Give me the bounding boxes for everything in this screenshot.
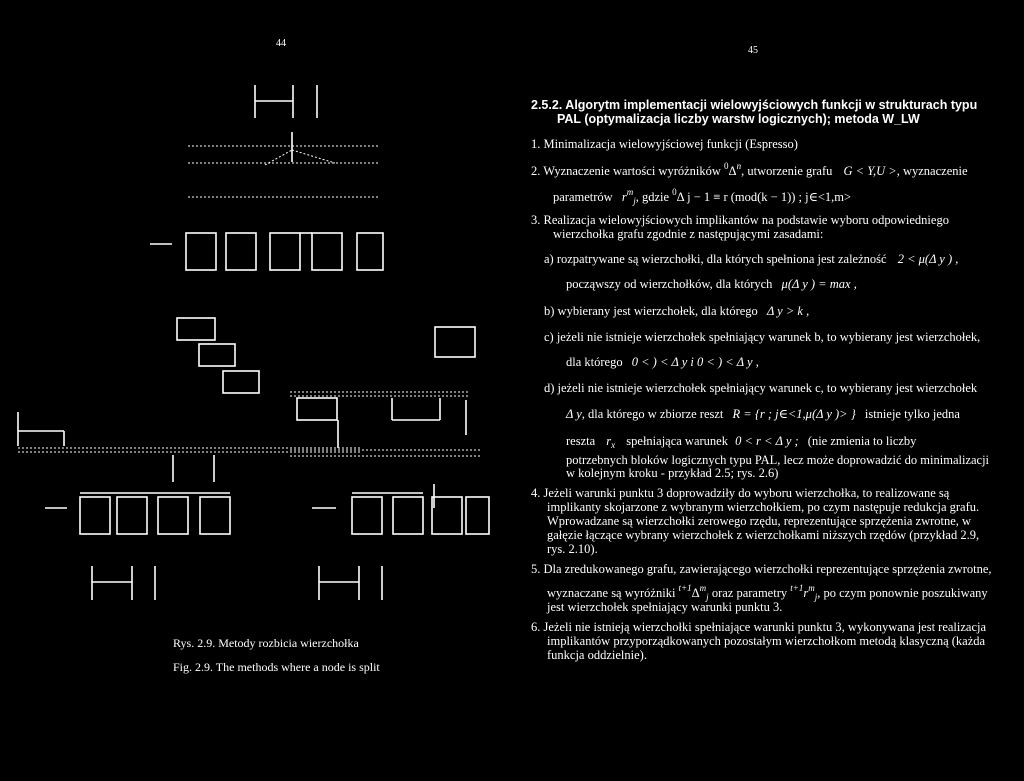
- rule-d-line4: potrzebnych bloków logicznych typu PAL, lecz może doprowadzić do minimalizacji: [566, 453, 990, 467]
- diagram-bottom-right-blocks: [312, 493, 489, 534]
- rule-a-line1: [544, 252, 958, 267]
- step-5-line3: jest wierzchołek spełniający warunki punktu 3.: [547, 600, 783, 614]
- step-5-text-a: wyznaczane są wyróżniki: [547, 586, 676, 600]
- step-5-text-b: oraz parametry: [711, 586, 788, 600]
- rule-c-text-2: dla którego: [566, 355, 623, 369]
- left-page-number: 44: [276, 38, 286, 49]
- diagram-top-graph: [188, 85, 378, 197]
- where-expression: Δ j − 1 ≡ r (mod(k − 1)) ; j∈<1,m>: [676, 190, 852, 204]
- rule-d-line3: reszta $r_x$ spełniająca warunek 0 < r < Δ y ; (nie zmienia to liczby: [566, 434, 917, 450]
- rule-d-text-5: (nie zmienia to liczby: [807, 434, 917, 448]
- step-1: 1. Minimalizacja wielowyjściowej funkcji (Espresso): [531, 137, 798, 151]
- diagram-middle-left: [18, 318, 360, 482]
- step-6-line3: funkcja oddzielnie).: [547, 648, 647, 662]
- r-j-m-symbol: r: [621, 190, 627, 204]
- section-title-line2: PAL (optymalizacja liczby warstw logicznych); metoda W_LW: [557, 112, 920, 126]
- step-6-line2: implikantów przyporządkowanych pozostałym wierzchołkom metodą klasyczną (każda: [547, 634, 986, 648]
- step-6-line1: 6. Jeżeli nie istnieją wierzchołki spełniające warunki punktu 3, wykonywana jest realizacja: [531, 620, 987, 634]
- step-4-line1: 4. Jeżeli warunki punktu 3 doprowadziły do wyboru wierzchołka, to realizowane są: [531, 486, 950, 500]
- step-5-line1: 5. Dla zredukowanego grafu, zawierającego wierzchołki reprezentujące sprzężenia zwrotne,: [531, 562, 992, 576]
- step-3-line2: wierzchołka grafu zgodnie z następującymi zasadami:: [553, 227, 824, 241]
- step-5-r: r: [803, 586, 809, 600]
- step-2-text-d: parametrów: [553, 190, 613, 204]
- section-number: 2.5.2.: [531, 98, 563, 112]
- rule-d-inequality: 0 < r < Δ y ;: [735, 434, 799, 448]
- rule-a-condition-2: μ(Δ y ) = max ,: [781, 277, 857, 291]
- diagram-bottom-graphs: [92, 566, 382, 600]
- graph-symbol: G < Y,U >: [843, 164, 897, 178]
- rule-d-line1: d) jeżeli nie istnieje wierzchołek spełniający warunek c, to wybierany jest wierzchołek: [544, 381, 978, 395]
- rule-b: [544, 304, 809, 319]
- rule-d-reszta: reszta: [566, 434, 596, 448]
- step-5-text-c: , po czym ponownie poszukiwany: [817, 586, 988, 600]
- figure-caption-en: Fig. 2.9. The methods where a node is split: [173, 660, 380, 674]
- rule-d-r-symbol: r: [606, 434, 612, 448]
- step-5-line2: wyznaczane są wyróżniki $^{t+1}\Delta^m_j$ oraz parametry $^{t+1}r^m_j$, po czym ponownie poszukiwany: [547, 583, 988, 602]
- step-4-line2: implikanty skojarzone z wybranym wierzchołkiem, po czym następuje redukcja grafu.: [547, 500, 980, 514]
- step-2-text-b: , utworzenie grafu: [741, 164, 833, 178]
- delta-n-symbol: Δ: [728, 164, 737, 178]
- diagram-bottom-left-blocks: [45, 493, 230, 534]
- diagram-middle-right: [290, 327, 480, 508]
- step-2-line2: parametrów $r^m_j$, gdzie $^0$Δ j − 1 ≡ r (mod(k − 1)) ; j∈<1,m>: [553, 187, 852, 206]
- step-3-line1: 3. Realizacja wielowyjściowych implikantów na podstawie wyboru odpowiedniego: [531, 213, 949, 227]
- rule-d-line2: [566, 407, 960, 422]
- rule-c-condition: 0 < ) < Δ y i 0 < ) < Δ y ,: [631, 355, 759, 369]
- diagram-block-row: [150, 233, 383, 270]
- rule-c-line1: c) jeżeli nie istnieje wierzchołek spełniający warunek b, to wybierany jest wierzchołek,: [544, 330, 981, 344]
- step-2-text-c: , wyznaczenie: [896, 164, 968, 178]
- rule-a-text: a) rozpatrywane są wierzchołki, dla których spełniona jest zależność: [544, 252, 887, 266]
- step-2-text-e: , gdzie: [635, 190, 670, 204]
- step-5-delta: Δ: [691, 586, 700, 600]
- section-heading: [531, 98, 977, 113]
- figure-caption-pl: Rys. 2.9. Metody rozbicia wierzchołka: [173, 636, 359, 650]
- rule-d-set: R = {r ; j∈<1,μ(Δ y )> }: [732, 407, 856, 421]
- step-2-text-a: 2. Wyznaczenie wartości wyróżników: [531, 164, 721, 178]
- rule-c-line2: [566, 355, 759, 370]
- step-4-line3: Wprowadzane są wierzchołki zerowego rzędu, reprezentujące sprzężenia zwrotne, w: [547, 514, 972, 528]
- rule-b-condition: Δ y > k ,: [766, 304, 810, 318]
- rule-b-text: b) wybierany jest wierzchołek, dla którego: [544, 304, 758, 318]
- section-title-line1: Algorytm implementacji wielowyjściowych funkcji w strukturach typu: [565, 98, 978, 112]
- rule-d-text-4: spełniająca warunek: [626, 434, 728, 448]
- rule-a-line2: [566, 277, 857, 292]
- rule-d-line5: w kolejnym kroku - przykład 2.5; rys. 2.6): [566, 466, 779, 480]
- step-2-line1: 2. Wyznaczenie wartości wyróżników $^0\Delta^n$, utworzenie grafu G < Y,U >, wyznaczenie: [531, 161, 968, 178]
- rule-d-text-2: , dla którego w zbiorze reszt: [581, 407, 724, 421]
- rule-a-condition: 2 < μ(Δ y ) ,: [897, 252, 959, 266]
- step-4-line4: gałęzie łączące wybrany wierzchołek z wierzchołkami niższych rzędów (przykład 2.9,: [547, 528, 980, 542]
- right-page-number: 45: [748, 45, 758, 56]
- rule-a-text-2: począwszy od wierzchołków, dla których: [566, 277, 773, 291]
- rule-d-text-3: istnieje tylko jedna: [864, 407, 960, 421]
- step-4-line5: rys. 2.10).: [547, 542, 598, 556]
- rule-d-delta: Δ y: [566, 407, 582, 421]
